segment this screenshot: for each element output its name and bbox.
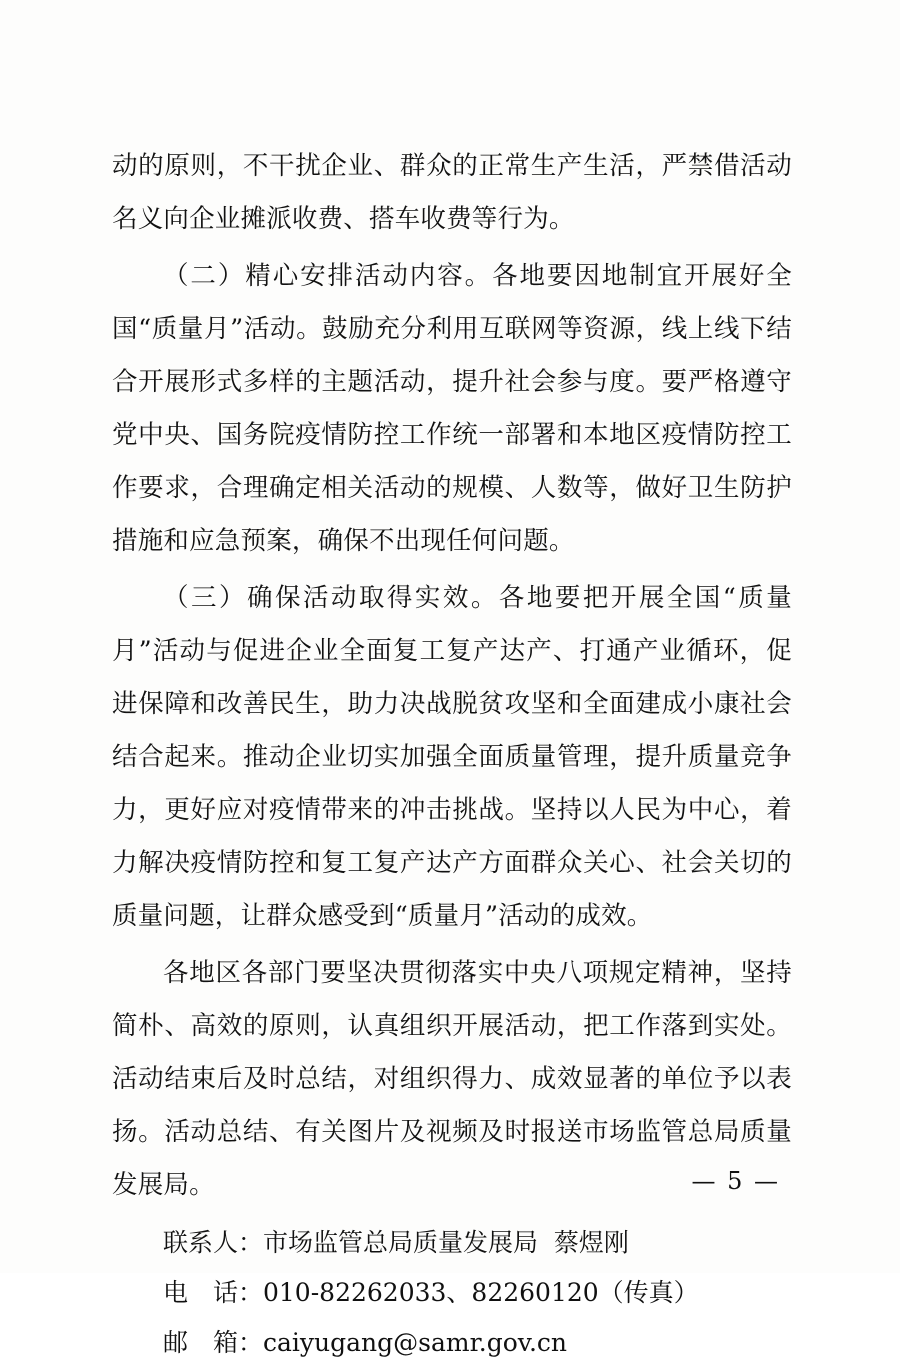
document-body [112, 140, 792, 1368]
contact-email-line: 邮 箱：caiyugang@samr.gov.cn [163, 1328, 567, 1357]
contact-phone-line: 电 话：010-82262033、82260120（传真） [163, 1278, 699, 1307]
paragraph-continued: 动的原则，不干扰企业、群众的正常生产生活，严禁借活动名义向企业摊派收费、搭车收费等行为。 [112, 151, 792, 234]
contact-person-line: 联系人：市场监管总局质量发展局 蔡煜刚 [163, 1228, 629, 1257]
paragraph-section-three: （三）确保活动取得实效。各地要把开展全国“质量月”活动与促进企业全面复工复产达产、打通产业循环，促进保障和改善民生，助力决战脱贫攻坚和全面建成小康社会结合起来。推动企业切实加强全面质量管理，提升质量竞争力，更好应对疫情带来的冲击挑战。坚持以人民为中心，着力解决疫情防控和复工复产达产方面群众关心、社会关切的质量问题，让群众感受到“质量月”活动的成效。 [112, 583, 792, 931]
paragraph-section-two: （二）精心安排活动内容。各地要因地制宜开展好全国“质量月”活动。鼓励充分利用互联网等资源，线上线下结合开展形式多样的主题活动，提升社会参与度。要严格遵守党中央、国务院疫情防控工作统一部署和本地区疫情防控工作要求，合理确定相关活动的规模、人数等，做好卫生防护措施和应急预案，确保不出现任何问题。 [112, 261, 792, 556]
paragraph-closing: 各地区各部门要坚决贯彻落实中央八项规定精神，坚持简朴、高效的原则，认真组织开展活动，把工作落到实处。活动结束后及时总结，对组织得力、成效显著的单位予以表扬。活动总结、有关图片及视频及时报送市场监管总局质量发展局。 [112, 958, 792, 1200]
page-number: — 5 — [691, 1167, 780, 1195]
contact-block [112, 1218, 792, 1368]
